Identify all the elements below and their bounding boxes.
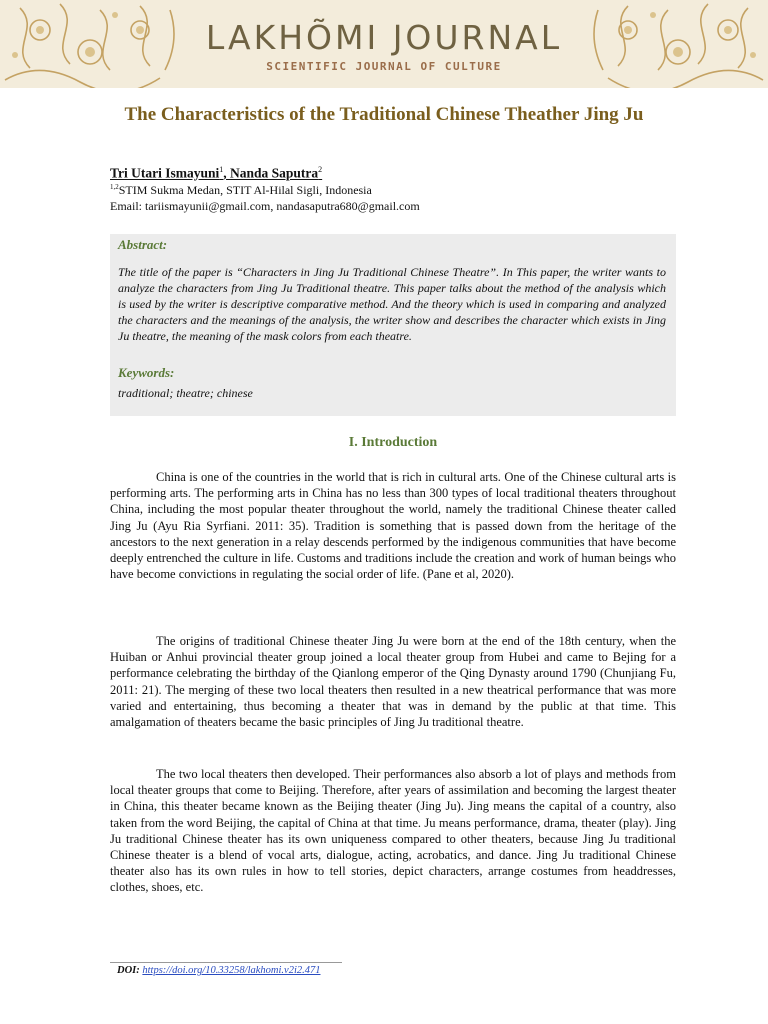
affiliation-text: STIM Sukma Medan, STIT Al-Hilal Sigli, Indonesia (118, 183, 372, 197)
journal-banner (0, 0, 768, 88)
journal-subtitle: SCIENTIFIC JOURNAL OF CULTURE (266, 60, 502, 73)
author-emails: Email: tariismayunii@gmail.com, nandasaputra680@gmail.com (110, 199, 420, 213)
body-paragraph: China is one of the countries in the world that is rich in cultural arts. One of the Chinese cultural arts is performing arts. The performing arts in China has no less than 300 types of local traditional theaters throughout China, including the most popular theater throughout the world, namely the traditional Chinese theater called Jing Ju (Ayu Ria Syrfiani. 2011: 35). Tradition is something that is passed down from the heritage of the ancestors to the next generation in a relay descends performed by the indigenous communities that have become deeply entrenched the culture in life. Customs and traditions include the creation and work of human beings who have become convictions in regulating the social order of life. (Pane et al, 2020). (110, 470, 676, 582)
doi-footer (117, 965, 320, 976)
keywords-heading: Keywords: (118, 365, 175, 380)
abstract-text: The title of the paper is “Characters in Jing Ju Traditional Chinese Theatre”. In This paper, the writer wants to analyze the characters from Jing Ju Traditional theatre. This paper talks about the method of the analysis which is used by the writer is descriptive comparative method. And the theory which is used in comparing and analyzed the characters and the meanings of the analysis, the writer show and describes the character which exists in Jing Ju theatre, the meaning of the mask colors from each theatre. (118, 265, 666, 343)
author-mark: 2 (318, 165, 323, 174)
body-paragraph: The two local theaters then developed. Their performances also absorb a lot of plays and methods from local theater groups that come to Beijing. Therefore, after years of assimilation and becoming the largest theater in China, this theater became known as the Beijing theater (Jing Ju). Jing means the capital of a country, also taken from the word Beijing, the capital of China at that time. Ju means performance, drama, theater (play). Jing Ju traditional Chinese theater has its own uniqueness compared to other theaters, because Jing Ju traditional Chinese theater is a blend of vocal arts, dialogue, acting, acrobatics, and dance. Jing Ju traditional Chinese theater also has its own rules in how to tell stories, depict characters, arrange costumes from headdresses, clothes, shoes, etc. (110, 767, 676, 895)
doi-label: DOI: (117, 965, 140, 976)
footnote-divider (110, 962, 342, 963)
body-paragraph: The origins of traditional Chinese theater Jing Ju were born at the end of the 18th century, when the Huiban or Anhui provincial theater group joined a local theater group from Hubei and came to Bejing for a performance celebrating the birthday of the Qianlong emperor of the Qing Dynasty around 1790 (Chunjiang Fu, 2011: 21). The merging of these two local theaters then resulted in a new theatrical performance that was more varied and entertaining, thus becoming a theater that was in demand by the public at that time. This amalgamation of theaters became the basic principles of Jing Ju traditional theatre. (110, 634, 676, 730)
keywords-text: traditional; theatre; chinese (118, 386, 253, 400)
author-mark: 1 (219, 165, 224, 174)
abstract-box (110, 234, 676, 416)
journal-name: LAKHÕMI JOURNAL (205, 18, 563, 57)
author-separator: , (223, 165, 231, 181)
author-name: Tri Utari Ismayuni (110, 165, 220, 181)
affiliation (110, 183, 372, 198)
affiliation-marks: 1,2 (110, 183, 119, 191)
doi-link[interactable]: https://doi.org/10.33258/lakhomi.v2i2.471 (142, 965, 321, 976)
paper-title: The Characteristics of the Traditional Chinese Theather Jing Ju (124, 104, 644, 125)
author-name: Nanda Saputra (230, 165, 319, 181)
author-list (110, 165, 322, 182)
section-heading: I. Introduction (348, 435, 438, 450)
abstract-heading: Abstract: (118, 237, 168, 252)
